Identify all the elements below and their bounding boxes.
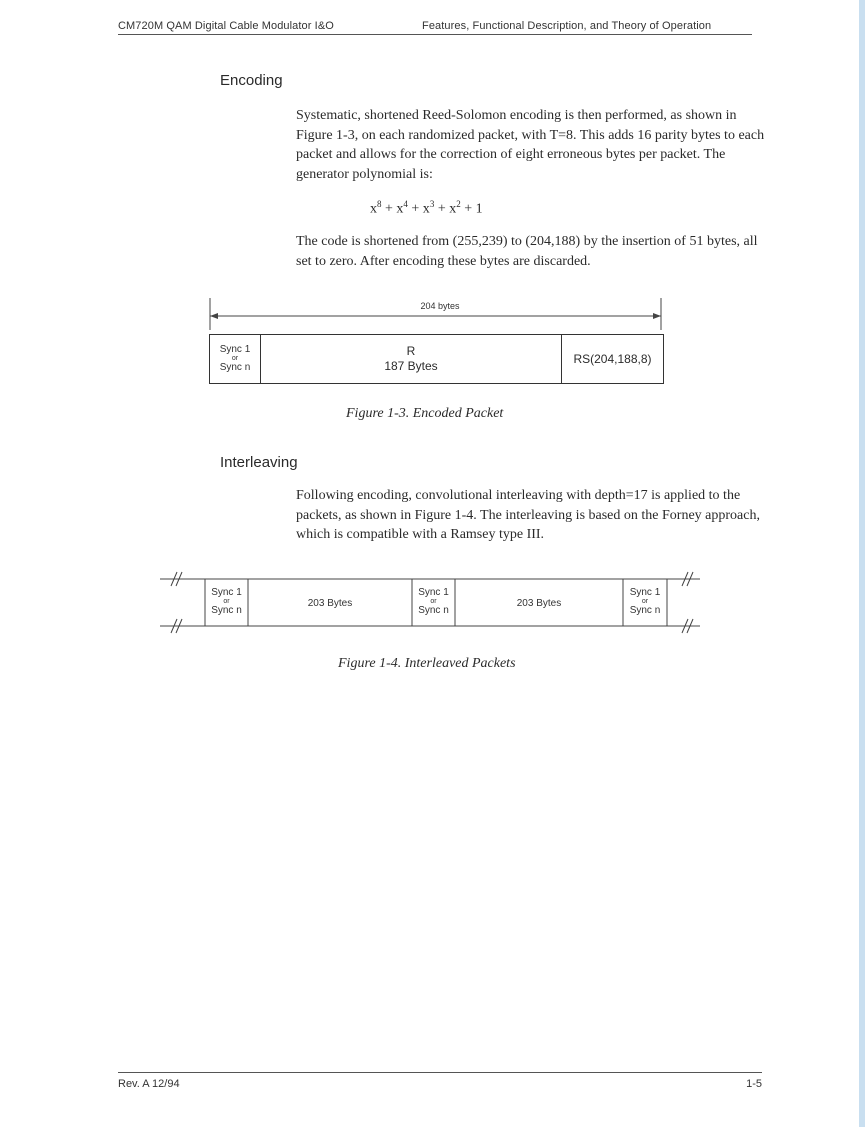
header-section-title: Features, Functional Description, and Theory of Operation [422, 20, 712, 32]
sync-cell [623, 588, 667, 616]
footer-revision: Rev. A 12/94 [118, 1078, 180, 1090]
sync-cell [412, 588, 455, 616]
figure3-caption: Figure 1-3. Encoded Packet [346, 406, 504, 421]
header-doc-title: CM720M QAM Digital Cable Modulator I&O [118, 20, 334, 32]
encoding-heading: Encoding [220, 72, 283, 89]
generator-polynomial: $x^8 + x^4 + x^3 + x^2 + 1$ [370, 199, 483, 217]
sync-bottom-label: Sync n [219, 362, 251, 373]
figure3-span-label: 204 bytes [420, 301, 460, 311]
rs-parity-cell: RS(204,188,8) [561, 335, 663, 383]
data-bytes-label: 203 Bytes [516, 598, 562, 609]
sync-top-label: Sync 1 [211, 587, 242, 598]
sync-bottom-label: Sync n [211, 605, 242, 616]
sync-bottom-label: Sync n [629, 605, 661, 616]
sync-top-label: Sync 1 [629, 587, 661, 598]
footer-rule [118, 1072, 762, 1073]
payload-cell [261, 335, 561, 383]
sync-or-label: or [641, 598, 649, 605]
footer-page-number: 1-5 [746, 1078, 762, 1090]
encoded-packet-diagram [209, 334, 664, 384]
sync-top-label: Sync 1 [418, 587, 449, 598]
figure3-span-arrow [200, 292, 670, 332]
sync-cell [210, 335, 261, 383]
encoding-paragraph-2: The code is shortened from (255,239) to (204,188) by the insertion of 51 bytes, all set to zero. After encoding these bytes are discarded. [296, 234, 758, 269]
encoding-paragraph-1: Systematic, shortened Reed-Solomon encoding is then performed, as shown in Figure 1-3, on each randomized packet, with T=8. This adds 16 parity bytes to each packet and allows for the correction of eight erroneous bytes per packet. The generator polynomial is: [296, 108, 765, 182]
interleaving-heading: Interleaving [220, 454, 298, 471]
figure4-caption: Figure 1-4. Interleaved Packets [338, 656, 516, 671]
header-rule [118, 34, 752, 35]
sync-bottom-label: Sync n [418, 605, 449, 616]
interleaving-paragraph: Following encoding, convolutional interleaving with depth=17 is applied to the packets, as shown in Figure 1-4. The interleaving is based on the Forney approach, which is compatible with a Ramsey type III. [296, 488, 760, 542]
sync-or-label: or [223, 598, 230, 605]
sync-cell [205, 588, 248, 616]
payload-bytes-label: 187 Bytes [384, 359, 438, 373]
sync-or-label: or [231, 355, 239, 362]
payload-top-label: R [406, 344, 416, 358]
data-bytes-label: 203 Bytes [307, 598, 353, 609]
sync-or-label: or [430, 598, 437, 605]
page-edge [859, 0, 865, 1127]
sync-top-label: Sync 1 [219, 344, 251, 355]
